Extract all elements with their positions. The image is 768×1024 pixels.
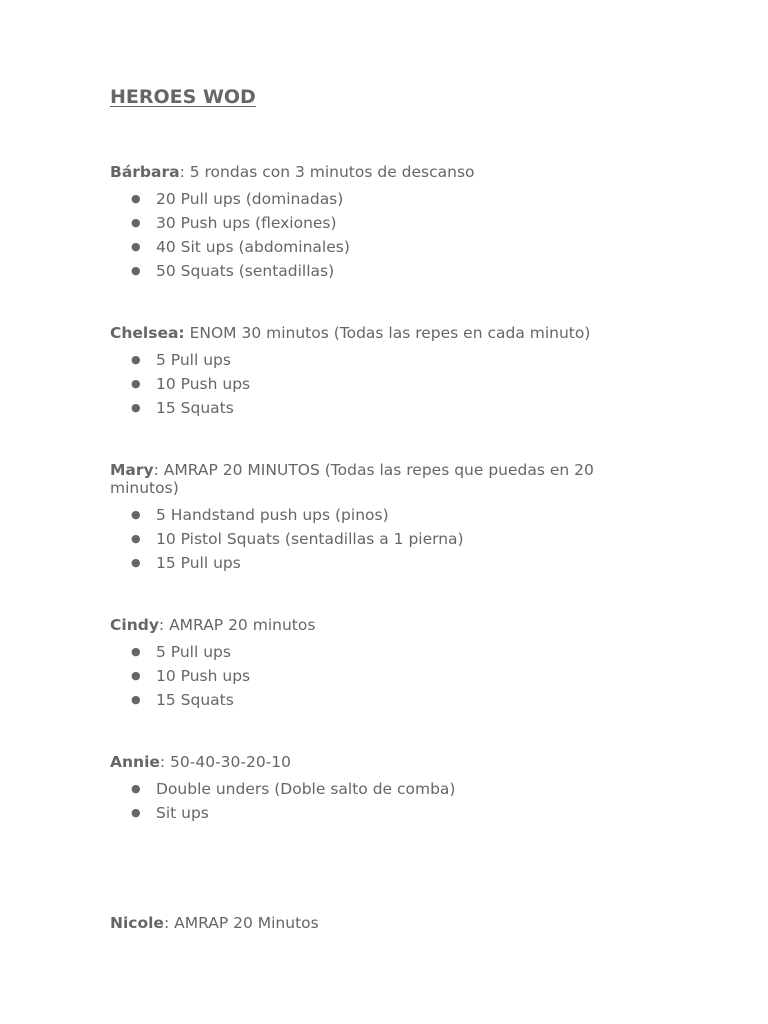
wod-mary	[110, 461, 650, 575]
bullet-icon: ●	[131, 353, 141, 366]
wod-description: ENOM 30 minutos (Todas las repes en cada minuto)	[184, 324, 591, 342]
bullet-icon: ●	[131, 556, 141, 569]
list-item	[110, 348, 650, 372]
wod-heading	[110, 461, 650, 497]
list-item	[110, 688, 650, 712]
exercise-text: 10 Pistol Squats (sentadillas a 1 pierna)	[156, 530, 464, 548]
list-item	[110, 527, 650, 551]
wod-barbara	[110, 163, 650, 283]
list-item	[110, 259, 650, 283]
bullet-icon: ●	[131, 240, 141, 253]
list-item	[110, 551, 650, 575]
bullet-icon: ●	[131, 669, 141, 682]
wod-name: Nicole	[110, 914, 164, 932]
bullet-icon: ●	[131, 377, 141, 390]
wod-description: : AMRAP 20 Minutos	[163, 914, 319, 932]
wod-heading	[110, 616, 650, 634]
wod-description: : 50-40-30-20-10	[159, 753, 292, 771]
exercise-text: 40 Sit ups (abdominales)	[156, 238, 350, 256]
wod-cindy	[110, 616, 650, 712]
list-item	[110, 211, 650, 235]
bullet-icon: ●	[131, 782, 141, 795]
bullet-icon: ●	[131, 216, 141, 229]
bullet-icon: ●	[131, 532, 141, 545]
exercise-text: 5 Handstand push ups (pinos)	[156, 506, 389, 524]
wod-annie	[110, 753, 650, 825]
list-item	[110, 235, 650, 259]
bullet-icon: ●	[131, 401, 141, 414]
wod-description: : 5 rondas con 3 minutos de descanso	[179, 163, 475, 181]
exercise-text: 5 Pull ups	[156, 351, 231, 369]
bullet-icon: ●	[131, 264, 141, 277]
exercise-text: 15 Squats	[156, 691, 234, 709]
bullet-icon: ●	[131, 693, 141, 706]
wod-heading	[110, 753, 650, 771]
exercise-text: 10 Push ups	[156, 667, 251, 685]
list-item	[110, 664, 650, 688]
list-item	[110, 503, 650, 527]
exercise-text: 15 Squats	[156, 399, 234, 417]
list-item	[110, 372, 650, 396]
wod-name: Bárbara	[110, 163, 180, 181]
exercise-list	[110, 640, 650, 712]
bullet-icon: ●	[131, 508, 141, 521]
exercise-text: 5 Pull ups	[156, 643, 231, 661]
bullet-icon: ●	[131, 806, 141, 819]
exercise-text: 20 Pull ups (dominadas)	[156, 190, 344, 208]
list-item	[110, 801, 650, 825]
wod-name: Annie	[110, 753, 160, 771]
wod-heading	[110, 324, 650, 342]
wod-name: Cindy	[110, 616, 159, 634]
wod-heading	[110, 914, 650, 932]
exercise-text: Double unders (Doble salto de comba)	[156, 780, 456, 798]
list-item	[110, 396, 650, 420]
list-item	[110, 187, 650, 211]
exercise-text: Sit ups	[156, 804, 209, 822]
exercise-text: 15 Pull ups	[156, 554, 241, 572]
exercise-list	[110, 348, 650, 420]
exercise-text: 50 Squats (sentadillas)	[156, 262, 335, 280]
exercise-text: 10 Push ups	[156, 375, 251, 393]
wod-name: Chelsea:	[110, 324, 185, 342]
wod-description: : AMRAP 20 minutos	[158, 616, 316, 634]
document-title: HEROES WOD	[110, 86, 256, 108]
list-item	[110, 640, 650, 664]
bullet-icon: ●	[131, 645, 141, 658]
exercise-list	[110, 187, 650, 283]
exercise-list	[110, 503, 650, 575]
list-item	[110, 777, 650, 801]
wod-heading	[110, 163, 650, 181]
bullet-icon: ●	[131, 192, 141, 205]
wod-chelsea	[110, 324, 650, 420]
wod-description: : AMRAP 20 MINUTOS (Todas las repes que puedas en 20 minutos)	[110, 461, 594, 497]
exercise-text: 30 Push ups (flexiones)	[156, 214, 337, 232]
exercise-list	[110, 777, 650, 825]
wod-nicole	[110, 914, 650, 932]
wod-name: Mary	[110, 461, 154, 479]
